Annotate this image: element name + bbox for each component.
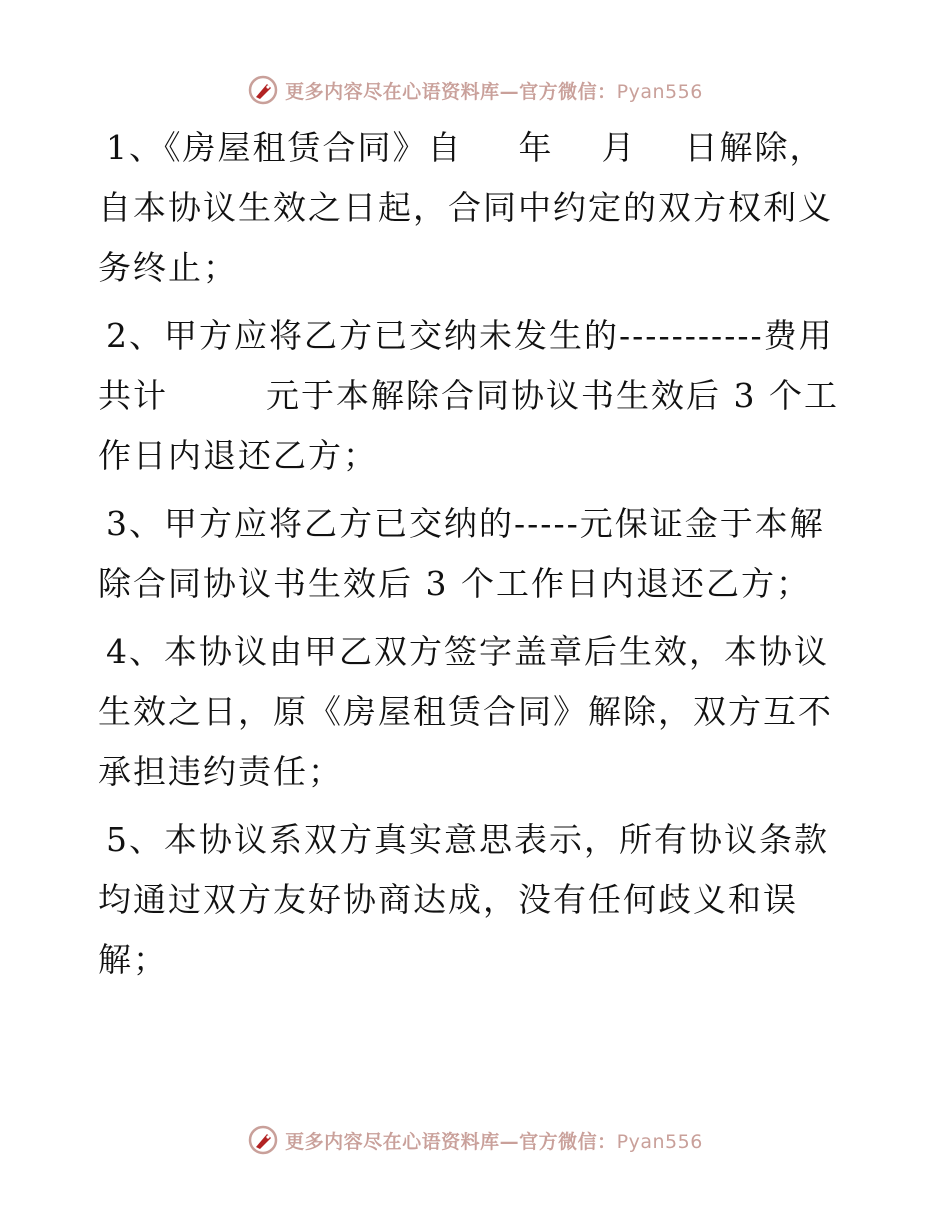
watermark-text: 更多内容尽在心语资料库—官方微信：Pyan556 — [285, 80, 703, 103]
pen-nib-logo-icon — [247, 1124, 279, 1156]
clause-3: 3、甲方应将乙方已交纳的-----元保证金于本解除合同协议书生效后 3 个工作日内退还乙方； — [98, 504, 825, 603]
clause-2: 2、甲方应将乙方已交纳未发生的-----------费用共计 元于本解除合同协议书生效后 3 个工作日内退还乙方； — [98, 316, 839, 475]
clause-4: 4、本协议由甲乙双方签字盖章后生效，本协议生效之日，原《房屋租赁合同》解除，双方互不承担违约责任； — [98, 632, 833, 791]
header-watermark — [0, 72, 950, 108]
document-body — [98, 118, 850, 998]
watermark-text: 更多内容尽在心语资料库—官方微信：Pyan556 — [285, 1130, 703, 1153]
pen-nib-logo-icon — [247, 74, 279, 106]
clause-5: 5、本协议系双方真实意思表示，所有协议条款均通过双方友好协商达成，没有任何歧义和误解； — [98, 820, 829, 979]
footer-watermark — [0, 1122, 950, 1158]
clause-1: 1、《房屋租赁合同》自 年 月 日解除，自本协议生效之日起，合同中约定的双方权利义务终止； — [98, 128, 833, 287]
